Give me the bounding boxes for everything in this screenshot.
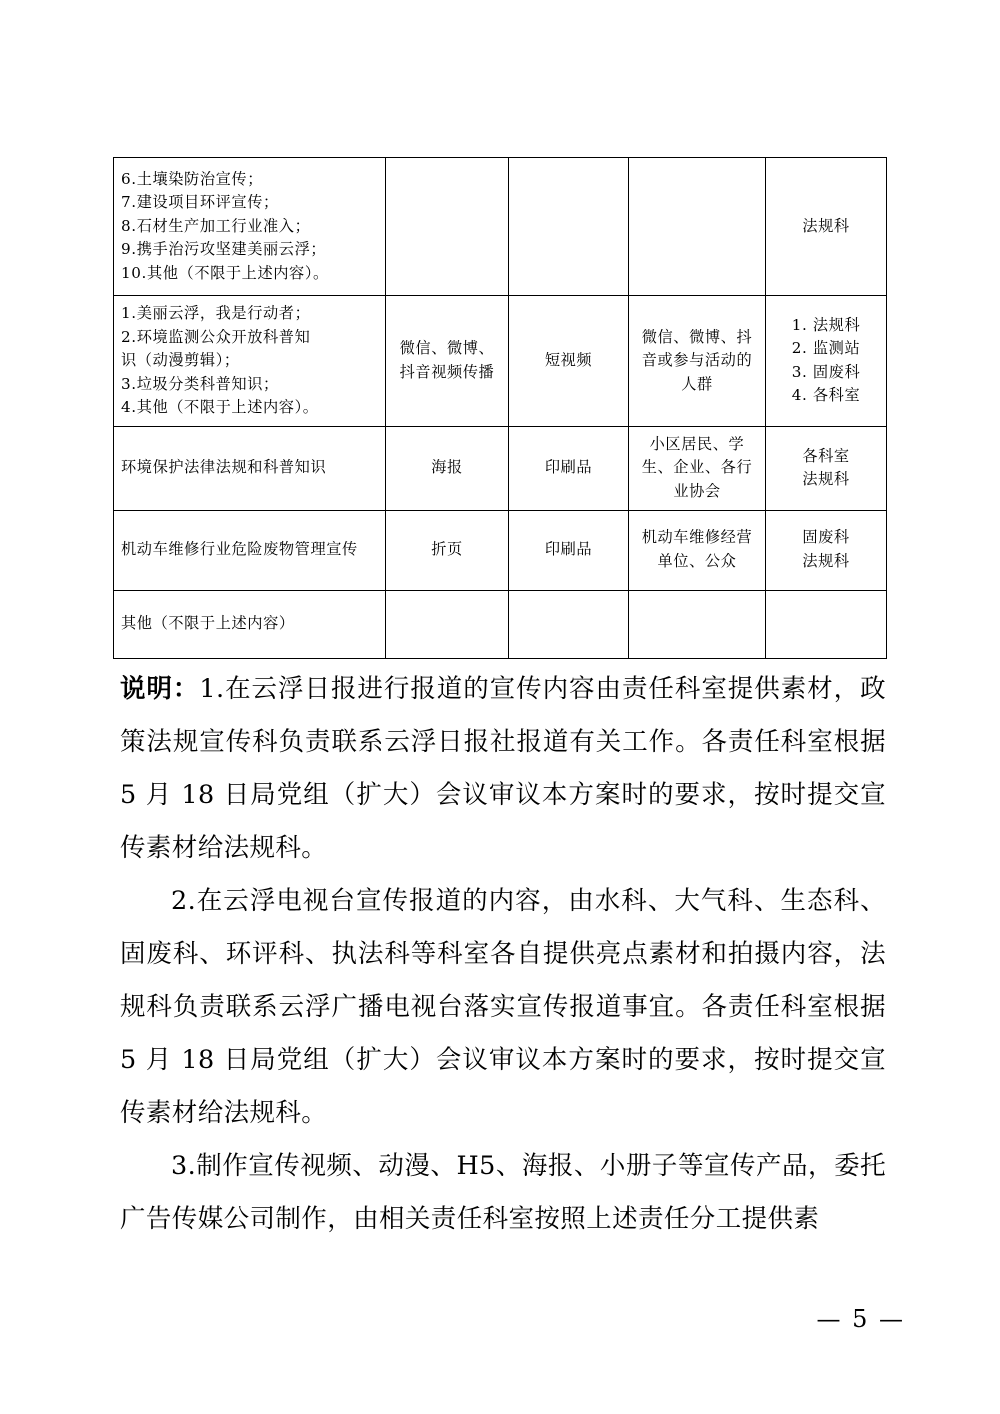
cell-carrier	[386, 590, 509, 658]
cell-department	[766, 510, 887, 590]
department-line: 法规科	[802, 470, 850, 489]
cell-department	[766, 158, 887, 296]
cell-content	[114, 158, 386, 296]
content-line: 9.携手治污攻坚建美丽云浮；	[121, 240, 327, 259]
cell-content: 机动车维修行业危险废物管理宣传	[114, 510, 386, 590]
cell-department	[766, 590, 887, 658]
cell-form: 短视频	[509, 296, 629, 427]
content-line: 2.环境监测公众开放科普知	[121, 327, 311, 346]
cell-department	[766, 296, 887, 427]
content-line: 8.石材生产加工行业准入；	[121, 216, 311, 235]
department-line: 各科室	[802, 446, 850, 465]
cell-audience	[629, 590, 766, 658]
content-line: 10.其他（不限于上述内容）。	[121, 263, 329, 282]
content-line: 7.建设项目环评宣传；	[121, 193, 279, 212]
cell-form: 印刷品	[509, 510, 629, 590]
department-line: 法规科	[802, 552, 850, 570]
department-line: 法规科	[802, 216, 850, 235]
table-row	[114, 158, 887, 296]
cell-audience	[629, 158, 766, 296]
cell-audience: 微信、微博、抖音或参与活动的人群	[629, 296, 766, 427]
table-body	[114, 158, 887, 659]
cell-carrier: 海报	[386, 426, 509, 510]
note-item-2: 2.在云浮电视台宣传报道的内容，由水科、大气科、生态科、固废科、环评科、执法科等科室各自提供亮点素材和拍摄内容，法规科负责联系云浮广播电视台落实宣传报道事宜。各责任科室根据 5 月 18 日局党组（扩大）会议审议本方案时的要求，按时提交宣传素材给法规科。	[120, 886, 886, 1128]
cell-content: 其他（不限于上述内容）	[114, 590, 386, 658]
note-item-1-text: 1.在云浮日报进行报道的宣传内容由责任科室提供素材，政策法规宣传科负责联系云浮日报社报道有关工作。各责任科室根据 5 月 18 日局党组（扩大）会议审议本方案时的要求，按时提交宣传素材给法规科。	[120, 674, 887, 863]
table-row	[114, 510, 887, 590]
department-line: 3. 固废科	[791, 362, 861, 381]
content-line: 识（动漫剪辑）；	[121, 351, 240, 370]
cell-form	[509, 158, 629, 296]
content-line: 6.土壤染防治宣传；	[121, 169, 263, 188]
department-line: 固废科	[802, 528, 850, 547]
cell-carrier	[386, 158, 509, 296]
content-line: 4.其他（不限于上述内容）。	[121, 398, 319, 417]
content-line: 3.垃圾分类科普知识；	[121, 374, 279, 393]
notes-lead-label: 说明：	[120, 674, 200, 704]
publicity-plan-table-wrapper	[113, 157, 886, 659]
publicity-plan-table	[113, 157, 887, 659]
page-number: — 5 —	[816, 1305, 905, 1333]
cell-department	[766, 426, 887, 510]
department-line: 4. 各科室	[791, 386, 861, 405]
cell-carrier: 微信、微博、抖音视频传播	[386, 296, 509, 427]
cell-form: 印刷品	[509, 426, 629, 510]
note-item-1	[120, 663, 886, 875]
cell-content: 环境保护法律法规和科普知识	[114, 426, 386, 510]
cell-content	[114, 296, 386, 427]
table-row	[114, 426, 887, 510]
note-item-3: 3.制作宣传视频、动漫、H5、海报、小册子等宣传产品，委托广告传媒公司制作，由相关责任科室按照上述责任分工提供素	[120, 1151, 886, 1234]
cell-audience: 小区居民、学生、企业、各行业协会	[629, 426, 766, 510]
department-line: 2. 监测站	[791, 339, 861, 358]
content-line: 1.美丽云浮，我是行动者；	[121, 304, 311, 322]
cell-carrier: 折页	[386, 510, 509, 590]
department-line: 1. 法规科	[791, 315, 861, 334]
table-row	[114, 296, 887, 427]
cell-audience: 机动车维修经营单位、公众	[629, 510, 766, 590]
cell-form	[509, 590, 629, 658]
notes-section	[120, 663, 886, 1246]
table-row	[114, 590, 887, 658]
